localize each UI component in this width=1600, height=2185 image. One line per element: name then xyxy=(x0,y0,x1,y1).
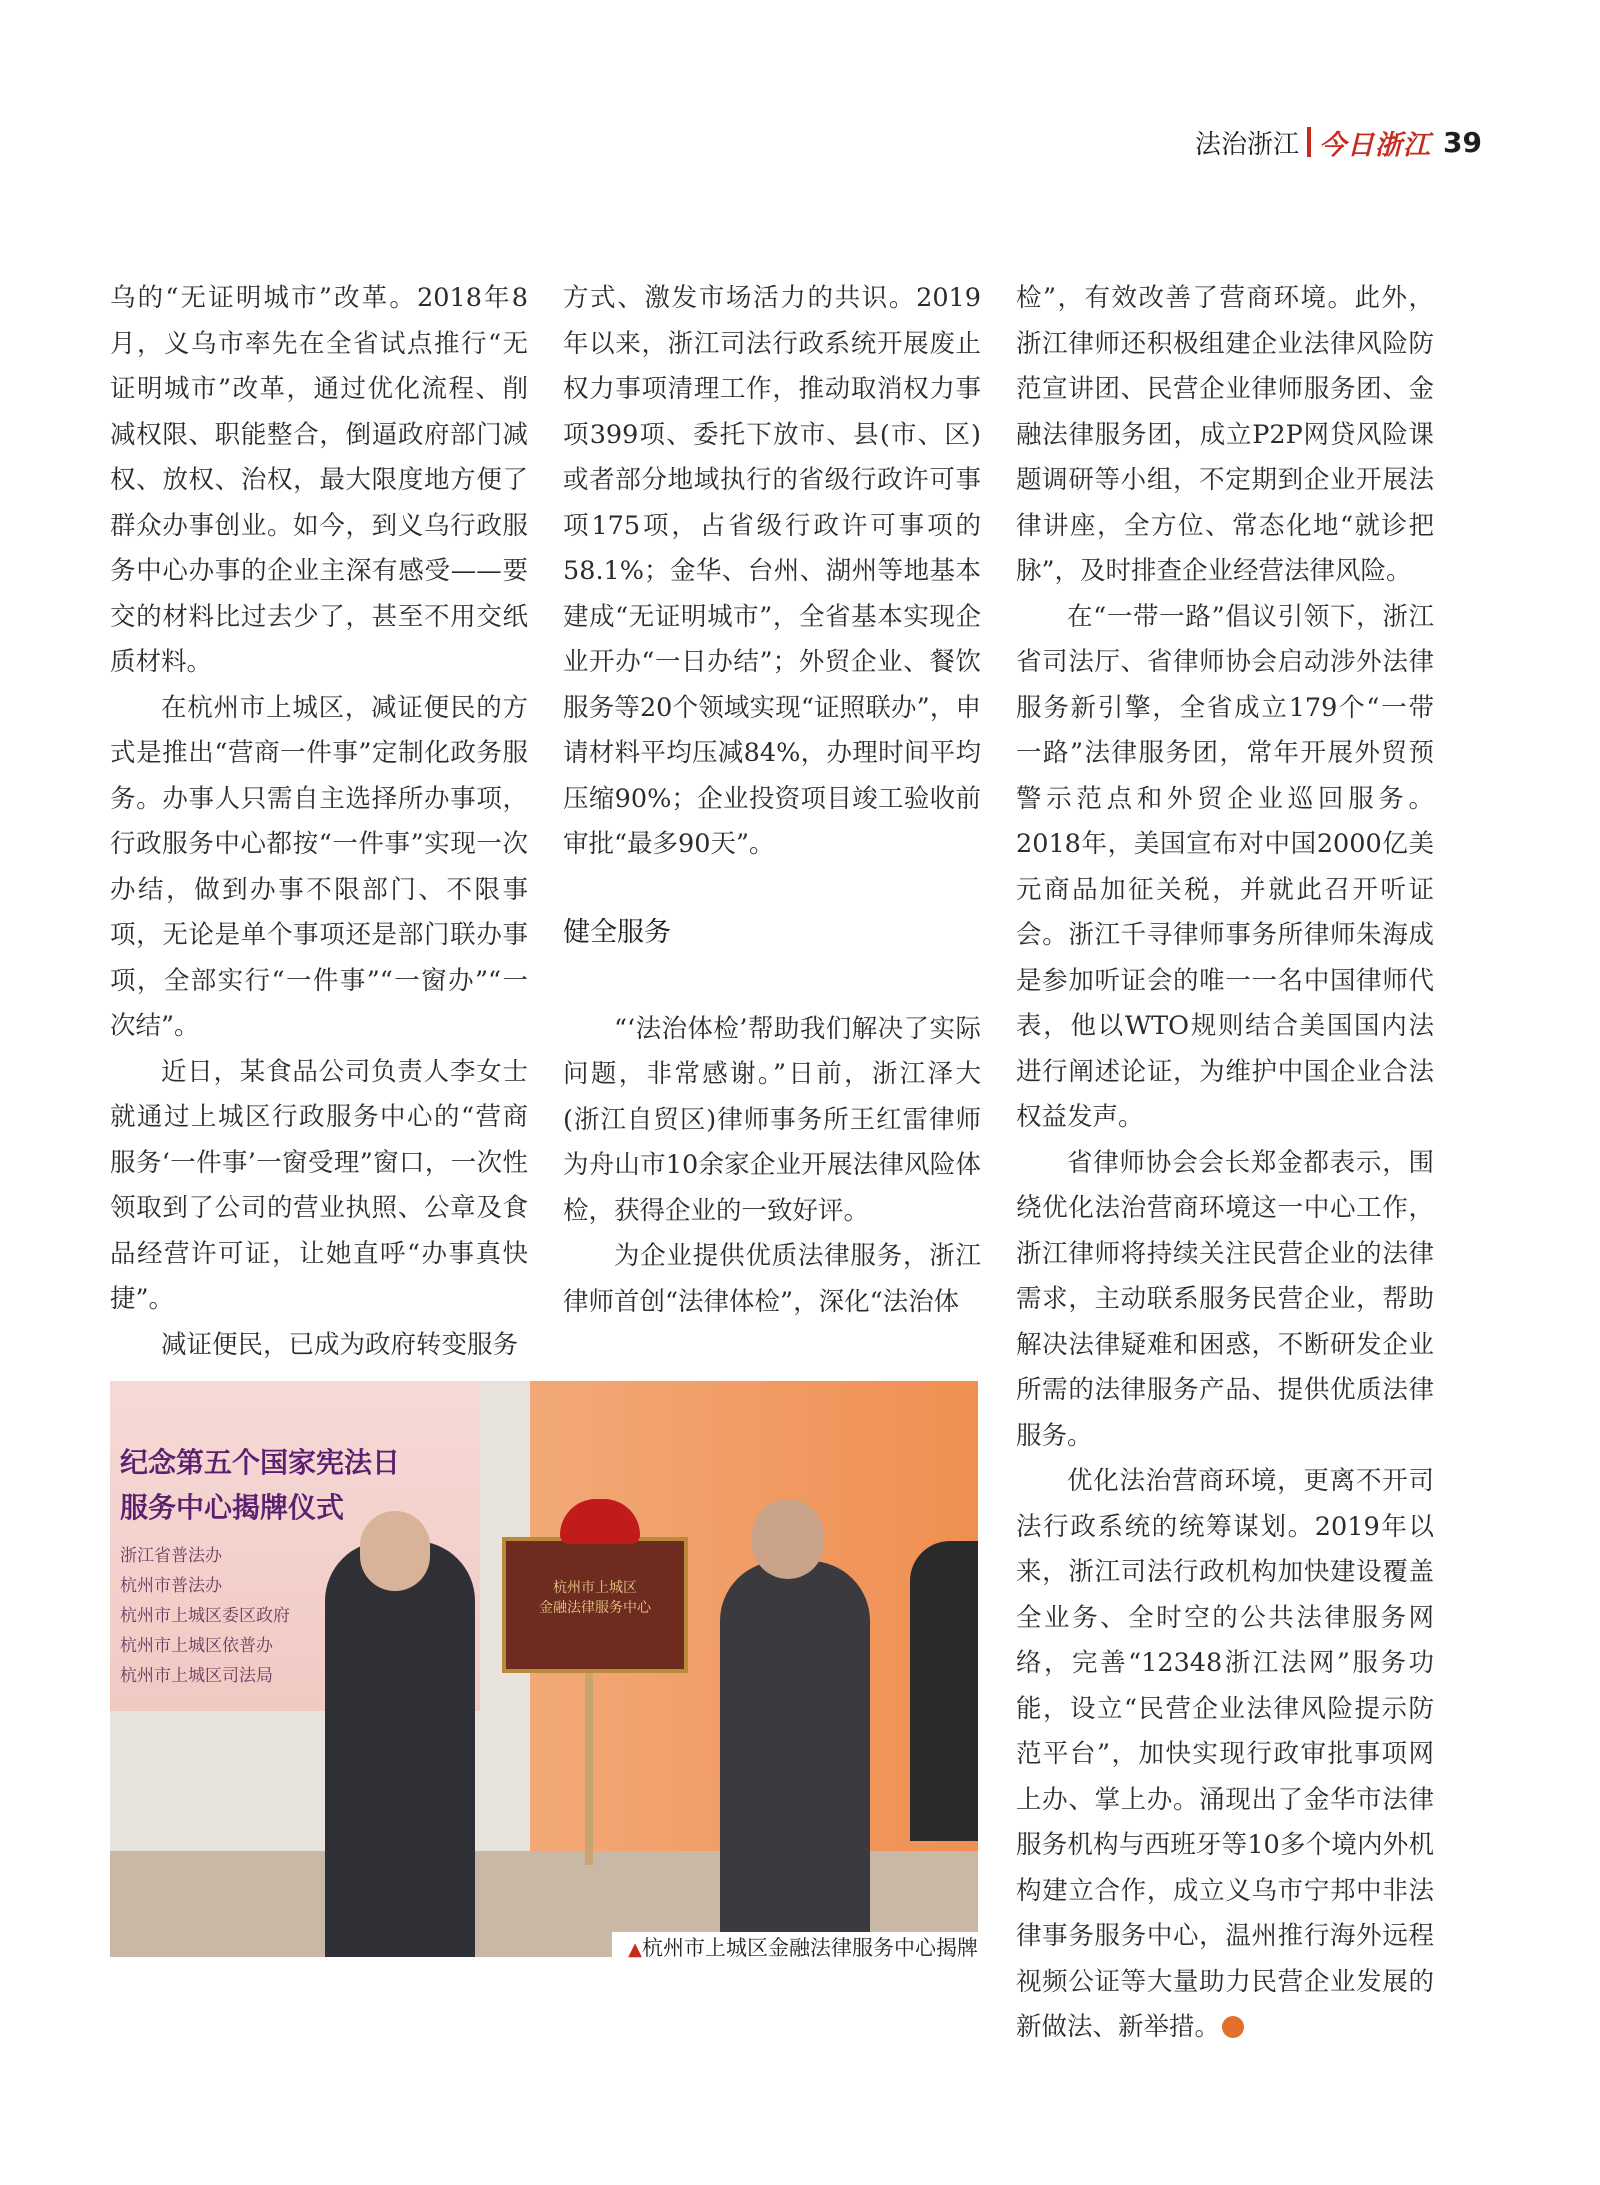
plaque-line: 金融法律服务中心 xyxy=(539,1600,651,1616)
paragraph: 在“一带一路”倡议引领下，浙江省司法厅、省律师协会启动涉外法律服务新引擎，全省成立179个“一带一路”法律服务团，常年开展外贸预警示范点和外贸企业巡回服务。2018年，美国宣布对中国2000亿美元商品加征关税，并就此召开听证会。浙江千寻律师事务所律师朱海成是参加听证会的唯一一名中国律师代表，他以WTO规则结合美国国内法进行阐述论证，为维护中国企业合法权益发声。 xyxy=(1016,601,1434,1132)
article-column-3 xyxy=(1016,276,1434,2051)
person-left-head xyxy=(360,1511,430,1591)
person-center xyxy=(720,1561,870,1957)
brand-logo: 今日浙江 xyxy=(1319,129,1432,161)
plaque-line: 杭州市上城区 xyxy=(553,1580,637,1596)
screen-line: 杭州市普法办 xyxy=(120,1576,222,1596)
paragraph: 乌的“无证明城市”改革。2018年8月，义乌市率先在全省试点推行“无证明城市”改革，通过优化流程、削减权限、职能整合，倒逼政府部门减权、放权、治权，最大限度地方便了群众办事创业。如今，到义乌行政服务中心办事的企业主深有感受——要交的材料比过去少了，甚至不用交纸质材料。 xyxy=(110,283,528,677)
screen-line: 杭州市上城区依普办 xyxy=(120,1636,273,1656)
paragraph: 在杭州市上城区，减证便民的方式是推出“营商一件事”定制化政务服务。办事人只需自主选择所办事项，行政服务中心都按“一件事”实现一次办结，做到办事不限部门、不限事项，无论是单个事项还是部门联办事项，全部实行“一件事”“一窗办”“一次结”。 xyxy=(110,692,528,1041)
photo-caption xyxy=(612,1932,978,1964)
screen-line: 浙江省普法办 xyxy=(120,1546,222,1566)
screen-line: 杭州市上城区司法局 xyxy=(120,1666,273,1686)
paragraph xyxy=(1016,1459,1434,2051)
person-right xyxy=(910,1541,978,1841)
screen-title: 纪念第五个国家宪法日 xyxy=(120,1446,401,1479)
paragraph: 减证便民，已成为政府转变服务 xyxy=(161,1329,519,1360)
article-end-icon xyxy=(1222,2016,1244,2038)
news-photo xyxy=(110,1381,978,1957)
article-column-1 xyxy=(110,276,528,1368)
page-header xyxy=(1195,122,1482,162)
screen-subtitle: 服务中心揭牌仪式 xyxy=(120,1491,345,1524)
paragraph: 近日，某食品公司负责人李女士就通过上城区行政服务中心的“营商服务‘一件事’一窗受理”窗口，一次性领取到了公司的营业执照、公章及食品经营许可证，让她直呼“办事真快捷”。 xyxy=(110,1056,528,1314)
article-column-2 xyxy=(563,276,981,1325)
person-center-head xyxy=(752,1499,824,1579)
section-title: 法治浙江 xyxy=(1195,129,1300,160)
plaque-easel xyxy=(585,1665,593,1865)
paragraph: 检”，有效改善了营商环境。此外，浙江律师还积极组建企业法律风险防范宣讲团、民营企业律师服务团、金融法律服务团，成立P2P网贷风险课题调研等小组，不定期到企业开展法律讲座，全方位、常态化地“就诊把脉”，及时排查企业经营法律风险。 xyxy=(1016,283,1434,586)
paragraph: 方式、激发市场活力的共识。2019年以来，浙江司法行政系统开展废止权力事项清理工作，推动取消权力事项399项、委托下放市、县(市、区)或者部分地域执行的省级行政许可事项175项，占省级行政许可事项的58.1%；金华、台州、湖州等地基本建成“无证明城市”，全省基本实现企业开办“一日办结”；外贸企业、餐饮服务等20个领域实现“证照联办”，申请材料平均压减84%，办理时间平均压缩90%；企业投资项目竣工验收前审批“最多90天”。 xyxy=(563,283,981,859)
section-subheading: 健全服务 xyxy=(563,916,671,948)
screen-line: 杭州市上城区委区政府 xyxy=(120,1606,290,1626)
paragraph: 省律师协会会长郑金都表示，围绕优化法治营商环境这一中心工作，浙江律师将持续关注民营企业的法律需求，主动联系服务民营企业，帮助解决法律疑难和困惑，不断研发企业所需的法律服务产品、提供优质法律服务。 xyxy=(1016,1147,1434,1451)
person-left xyxy=(325,1541,475,1957)
page-number: 39 xyxy=(1443,125,1482,159)
unveiled-plaque xyxy=(502,1537,688,1673)
caption-triangle-icon: ▲ xyxy=(628,1939,642,1960)
caption-text: 杭州市上城区金融法律服务中心揭牌 xyxy=(642,1936,978,1960)
paragraph: 为企业提供优质法律服务，浙江律师首创“法律体检”，深化“法治体 xyxy=(563,1241,981,1317)
header-divider xyxy=(1307,127,1311,157)
paragraph: “‘法治体检’帮助我们解决了实际问题，非常感谢。”日前，浙江泽大(浙江自贸区)律师事务所王红雷律师为舟山市10余家企业开展法律风险体检，获得企业的一致好评。 xyxy=(563,1013,981,1226)
paragraph-text: 优化法治营商环境，更离不开司法行政系统的统筹谋划。2019年以来，浙江司法行政机构加快建设覆盖全业务、全时空的公共法律服务网络，完善“12348浙江法网”服务功能，设立“民营企业法律风险提示防范平台”，加快实现行政审批事项网上办、掌上办。涌现出了金华市法律服务机构与西班牙等10多个境内外机构建立合作，成立义乌市宁邦中非法律事务服务中心，温州推行海外远程视频公证等大量助力民营企业发展的新做法、新举措。 xyxy=(1016,1466,1434,2042)
